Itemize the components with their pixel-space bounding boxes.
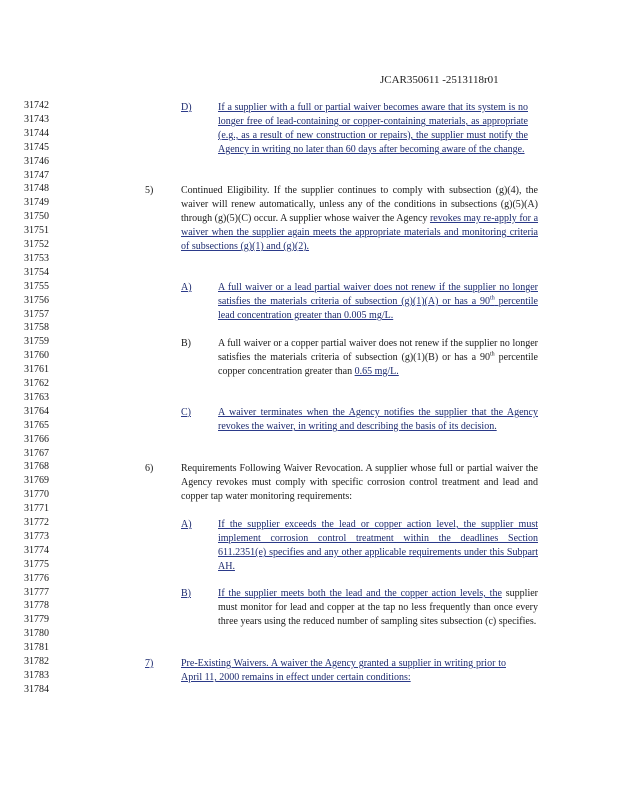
line-number: 31772	[24, 517, 49, 528]
line-number: 31745	[24, 141, 49, 153]
line-number: 31773	[24, 530, 49, 542]
line-number: 31761	[24, 364, 49, 376]
paragraph-label-5: 5)	[145, 185, 154, 196]
item-5a-text: A full waiver or a lead partial waiver does not renew if the supplier no longer satisfies the materials criteria of subsection (g)(1)(A) or has a 90th percentile lead concentration greater than 0.005 mg/L.	[218, 282, 538, 321]
item-label-6b: B)	[181, 588, 191, 599]
line-number: 31743	[24, 113, 49, 125]
line-number: 31757	[24, 308, 49, 320]
item-6b-text: If the supplier meets both the lead and the copper action levels, the supplier must monitor for lead and copper at the tap no less frequently than once every three years using the reduced number of sampling sites subsection (c) specifies.	[218, 588, 538, 627]
item-5c-text: A waiver terminates when the Agency notifies the supplier that the Agency revokes the waiver, in writing and describing the basis of its decision.	[218, 407, 538, 432]
line-number: 31748	[24, 183, 49, 195]
line-number: 31749	[24, 197, 49, 209]
line-number: 31775	[24, 558, 49, 570]
paragraph-6-text: Requirements Following Waiver Revocation. A supplier whose full or partial waiver the Agency revokes must comply with specific corrosion control treatment and lead and copper tap water monitoring requirements:	[181, 463, 538, 502]
line-number: 31756	[24, 294, 49, 306]
item-5b-text: A full waiver or a copper partial waiver does not renew if the supplier no longer satisfies the materials criteria of subsection (g)(1)(B) or has a 90th percentile copper concentration greater than 0.65 mg/L.	[218, 338, 538, 377]
item-label-5a: A)	[181, 282, 192, 293]
line-number: 31777	[24, 586, 49, 598]
line-number: 31767	[24, 447, 49, 459]
line-number: 31771	[24, 503, 49, 515]
item-d-text: If a supplier with a full or partial waiver becomes aware that its system is no longer free of lead-containing or copper-containing materials, as appropriate (e.g., as a result of new construction or repairs), the supplier must notify the Agency in writing no later than 60 days after becoming aware of the change.	[218, 102, 528, 155]
line-number: 31750	[24, 211, 49, 223]
line-number: 31763	[24, 391, 49, 403]
line-number: 31783	[24, 669, 49, 681]
line-number: 31774	[24, 544, 49, 556]
paragraph-label-6: 6)	[145, 463, 154, 474]
line-number: 31751	[24, 225, 49, 237]
item-6a-text: If the supplier exceeds the lead or copper action level, the supplier must implement corrosion control treatment within the deadlines Section 611.2351(e) specifies and any other applicable requirements under this Subpart AH.	[218, 519, 538, 572]
line-number: 31780	[24, 628, 49, 640]
item-label-d: D)	[181, 102, 192, 113]
line-number: 31758	[24, 322, 49, 334]
paragraph-7-text: Pre-Existing Waivers. A waiver the Agency granted a supplier in writing prior to April 11, 2000 remains in effect under certain conditions:	[181, 658, 506, 683]
line-number: 31746	[24, 155, 49, 167]
line-number: 31770	[24, 489, 49, 501]
line-number: 31765	[24, 419, 49, 431]
line-number: 31753	[24, 252, 49, 264]
line-number: 31752	[24, 239, 49, 250]
line-number: 31764	[24, 405, 49, 417]
line-number: 31759	[24, 336, 49, 348]
line-number: 31768	[24, 461, 49, 473]
line-number: 31784	[24, 683, 49, 695]
line-number: 31779	[24, 614, 49, 626]
line-number: 31762	[24, 378, 49, 389]
item-label-6a: A)	[181, 519, 192, 530]
document-header: JCAR350611 -2513118r01	[380, 74, 499, 86]
paragraph-5-text: Continued Eligibility. If the supplier continues to comply with subsection (g)(4), the waiver will renew automatically, unless any of the conditions in subsections (g)(5)(A) through (g)(5)(C) occur. A supplier whose waiver the Agency revokes may re-apply for a waiver when the supplier again meets the appropriate materials and monitoring criteria of subsections (g)(1) and (g)(2).	[181, 185, 539, 252]
line-number: 31742	[24, 100, 49, 111]
line-number: 31778	[24, 600, 49, 612]
line-number: 31760	[24, 350, 49, 362]
item-label-5b: B)	[181, 338, 191, 349]
line-number: 31755	[24, 280, 49, 292]
line-number: 31769	[24, 475, 49, 487]
line-number: 31744	[24, 127, 49, 139]
line-number: 31747	[24, 169, 49, 181]
paragraph-label-7: 7)	[145, 658, 154, 669]
line-number: 31776	[24, 572, 49, 584]
line-number: 31781	[24, 642, 49, 654]
item-label-5c: C)	[181, 407, 191, 418]
line-number: 31754	[24, 266, 49, 278]
line-number: 31782	[24, 656, 49, 667]
line-number: 31766	[24, 433, 49, 445]
